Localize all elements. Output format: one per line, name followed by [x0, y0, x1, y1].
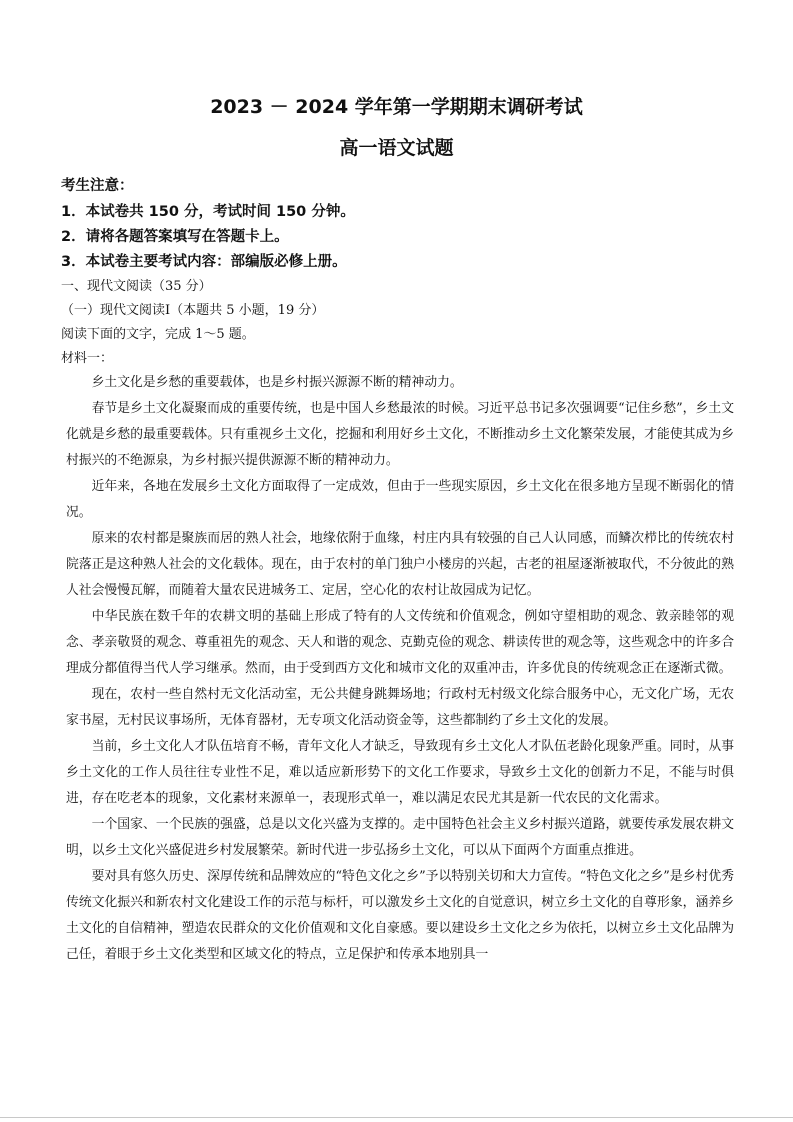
- exam-title: 2023 － 2024 学年第一学期期末调研考试: [210, 96, 583, 118]
- section-instruction: 阅读下面的文字，完成 1～5 题。: [61, 327, 255, 342]
- paragraph-5: 中华民族在数千年的农耕文明的基础上形成了特有的人文传统和价值观念，例如守望相助的观念、敦亲睦邻的观念、孝亲敬贤的观念、尊重祖先的观念、天人和谐的观念、克勤克俭的观念、耕读传世的观念等，这些观念中的许多合理成分都值得当代人学习继承。然而，由于受到西方文化和城市文化的双重冲击，许多优良的传统观念正在逐渐式微。: [66, 609, 734, 676]
- notice-item-1: 1．本试卷共 150 分，考试时间 150 分钟。: [61, 204, 355, 220]
- paragraph-2: 春节是乡土文化凝聚而成的重要传统，也是中国人乡愁最浓的时候。习近平总书记多次强调要“记住乡愁”，乡土文化就是乡愁的最重要载体。只有重视乡土文化，挖掘和利用好乡土文化，不断推动乡土文化繁荣发展，才能使其成为乡村振兴的不绝源泉，为乡村振兴提供源源不断的精神动力。: [66, 401, 734, 468]
- section-sub-heading: （一）现代文阅读Ⅰ（本题共 5 小题，19 分）: [61, 303, 325, 318]
- material-label: 材料一：: [61, 351, 114, 366]
- passage-body: [66, 370, 734, 968]
- paragraph-9: 要对具有悠久历史、深厚传统和品牌效应的“特色文化之乡”予以特别关切和大力宣传。“特色文化之乡”是乡村优秀传统文化振兴和新农村文化建设工作的示范与标杆，可以激发乡土文化的自觉意识，树立乡土文化的自尊形象，涵养乡土文化的自信精神，塑造农民群众的文化价值观和文化自豪感。要以建设乡土文化之乡为依托，以树立乡土文化品牌为己任，着眼于乡土文化类型和区域文化的特点，立足保护和传承本地别具一: [66, 869, 734, 962]
- notice-item-3: 3．本试卷主要考试内容：部编版必修上册。: [61, 254, 347, 270]
- paragraph-4: 原来的农村都是聚族而居的熟人社会，地缘依附于血缘，村庄内具有较强的自己人认同感，而鳞次栉比的传统农村院落正是这种熟人社会的文化载体。现在，由于农村的单门独户小楼房的兴起，古老的祖屋逐渐被取代，不分彼此的熟人社会慢慢瓦解，而随着大量农民进城务工、定居，空心化的农村让故园成为记忆。: [66, 531, 734, 598]
- notice-heading: 考生注意：: [61, 178, 134, 194]
- paragraph-7: 当前，乡土文化人才队伍培育不畅，青年文化人才缺乏，导致现有乡土文化人才队伍老龄化现象严重。同时，从事乡土文化的工作人员往往专业性不足，难以适应新形势下的文化工作要求，导致乡土文化的创新力不足，不能与时俱进，存在吃老本的现象，文化素材来源单一，表现形式单一，难以满足农民尤其是新一代农民的文化需求。: [66, 739, 734, 806]
- section-part-heading: 一、现代文阅读（35 分）: [61, 279, 212, 294]
- exam-subtitle: 高一语文试题: [339, 137, 454, 159]
- notice-item-2: 2．请将各题答案填写在答题卡上。: [61, 229, 289, 245]
- page-bottom-rule: [0, 1117, 793, 1118]
- paragraph-8: 一个国家、一个民族的强盛，总是以文化兴盛为支撑的。走中国特色社会主义乡村振兴道路，就要传承发展农耕文明，以乡土文化兴盛促进乡村发展繁荣。新时代进一步弘扬乡土文化，可以从下面两个方面重点推进。: [66, 817, 734, 858]
- paragraph-3: 近年来，各地在发展乡土文化方面取得了一定成效，但由于一些现实原因，乡土文化在很多地方呈现不断弱化的情况。: [66, 479, 734, 520]
- paragraph-1: 乡土文化是乡愁的重要载体，也是乡村振兴源源不断的精神动力。: [91, 375, 463, 390]
- paragraph-6: 现在，农村一些自然村无文化活动室，无公共健身跳舞场地；行政村无村级文化综合服务中心，无文化广场，无农家书屋，无村民议事场所，无体育器材，无专项文化活动资金等，这些都制约了乡土文化的发展。: [66, 687, 734, 728]
